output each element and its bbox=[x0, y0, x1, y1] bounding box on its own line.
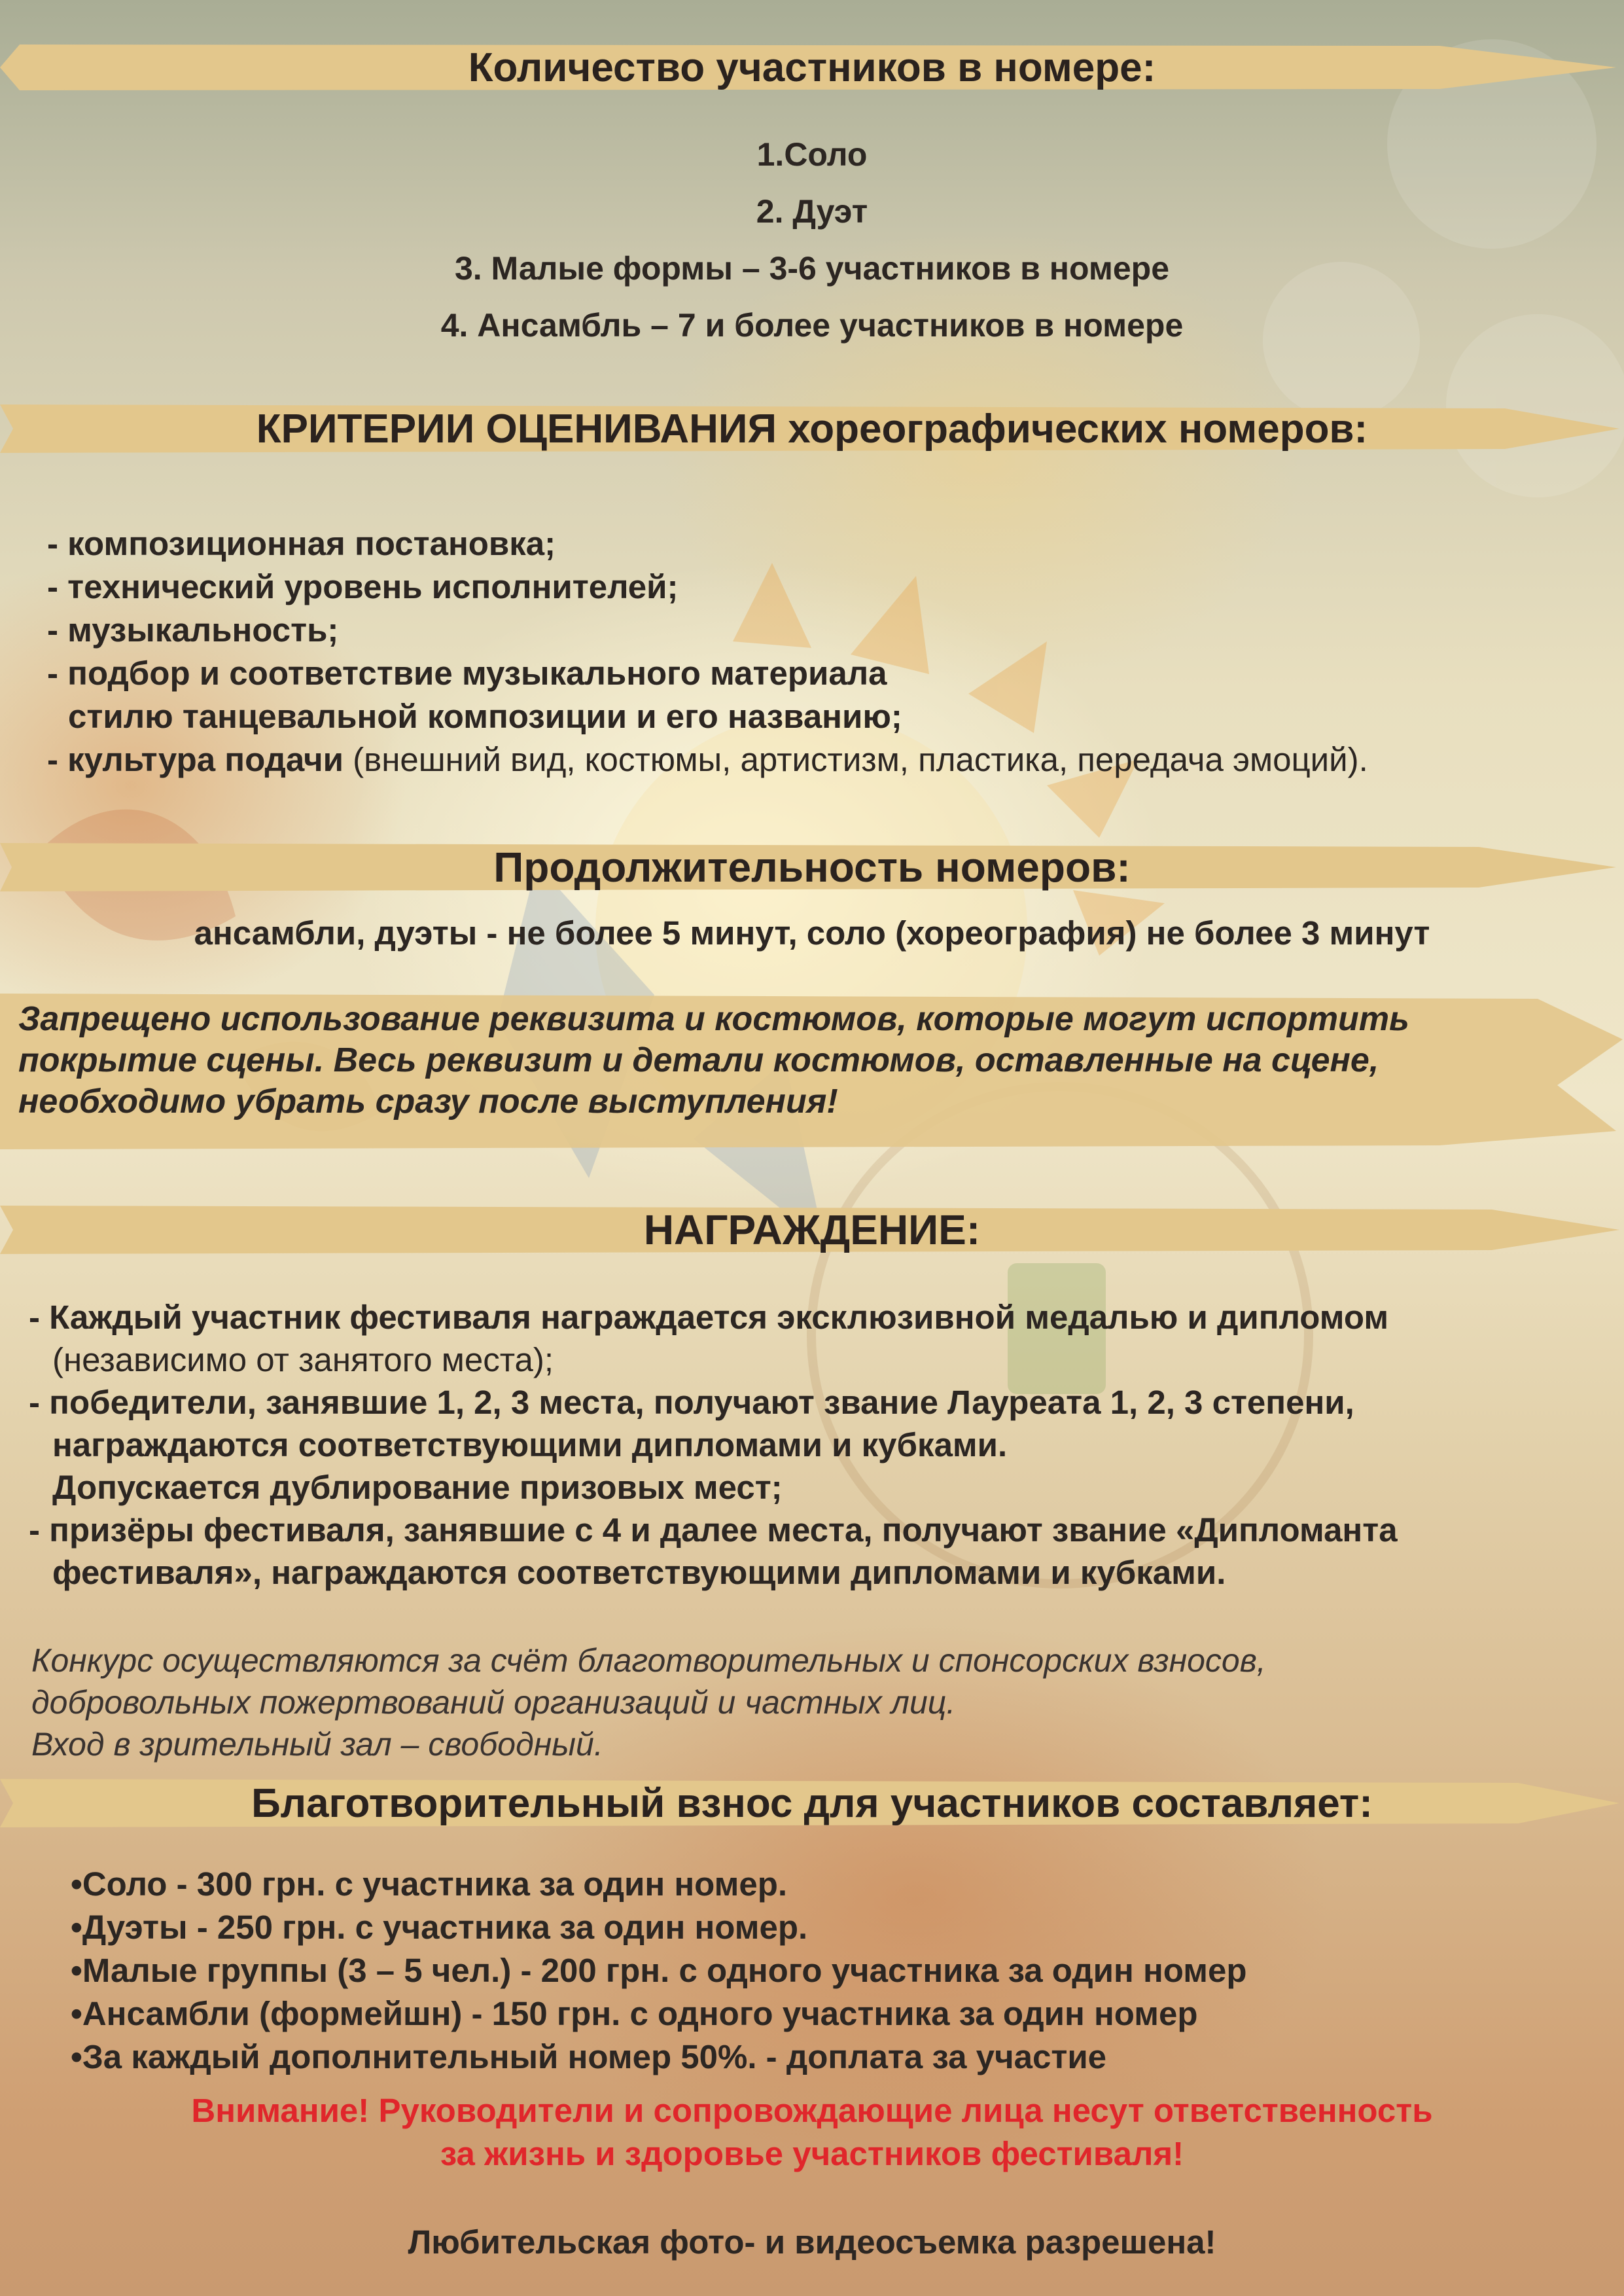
list-item: 3. Малые формы – 3-6 участников в номере bbox=[454, 250, 1170, 287]
warning-line: Запрещено использование реквизита и костюмов, которые могут испортить bbox=[18, 1000, 1409, 1038]
warning-text bbox=[18, 999, 1602, 1122]
list-item: •Соло - 300 грн. с участника за один номер. bbox=[71, 1865, 788, 1903]
duration-text: ансамбли, дуэты - не более 5 минут, соло (хореография) не более 3 минут bbox=[194, 914, 1430, 952]
awards-banner bbox=[0, 1202, 1624, 1258]
list-item: 1.Соло bbox=[756, 136, 868, 173]
list-item bbox=[47, 738, 1604, 781]
awards-title: НАГРАЖДЕНИЕ: bbox=[643, 1206, 981, 1253]
list-item: •Малые группы (3 – 5 чел.) - 200 грн. с одного участника за один номер bbox=[71, 1952, 1247, 1989]
warning-line: покрытие сцены. Весь реквизит и детали костюмов, оставленные на сцене, bbox=[18, 1041, 1379, 1079]
list-item: - победители, занявшие 1, 2, 3 места, получают звание Лауреата 1, 2, 3 степени, bbox=[29, 1384, 1354, 1421]
list-item: - композиционная постановка; bbox=[47, 525, 556, 562]
duration-title: Продолжительность номеров: bbox=[493, 844, 1131, 891]
list-item: - призёры фестиваля, занявшие с 4 и далее места, получают звание «Дипломанта bbox=[29, 1511, 1398, 1549]
list-item: •Ансамбли (формейшн) - 150 грн. с одного участника за один номер bbox=[71, 1995, 1198, 2032]
responsibility-notice bbox=[0, 2089, 1624, 2176]
criteria-title: КРИТЕРИИ ОЦЕНИВАНИЯ хореографических номеров: bbox=[256, 406, 1368, 452]
list-item: стилю танцевальной композиции и его названию; bbox=[68, 698, 902, 735]
sponsor-line: Конкурс осуществляются за счёт благотворительных и спонсорских взносов, bbox=[31, 1642, 1266, 1679]
fees-title: Благотворительный взнос для участников составляет: bbox=[251, 1780, 1373, 1826]
list-item: •Дуэты - 250 грн. с участника за один номер. bbox=[71, 1909, 808, 1946]
criteria-list bbox=[47, 522, 1604, 781]
sponsor-line: Вход в зрительный зал – свободный. bbox=[31, 1726, 603, 1763]
criteria-banner bbox=[0, 401, 1624, 457]
sponsor-line: добровольных пожертвований организаций и частных лиц. bbox=[31, 1684, 956, 1721]
participants-title: Количество участников в номере: bbox=[468, 45, 1156, 90]
fees-banner bbox=[0, 1775, 1624, 1831]
list-item: - Каждый участник фестиваля награждается эксклюзивной медалью и дипломом bbox=[29, 1299, 1389, 1336]
criteria-item-detail: (внешний вид, костюмы, артистизм, пластика, передача эмоций). bbox=[343, 741, 1368, 778]
list-item-note: (независимо от занятого места); bbox=[52, 1341, 554, 1378]
participants-list bbox=[0, 126, 1624, 354]
photo-permission-text: Любительская фото- и видеосъемка разрешена! bbox=[408, 2223, 1216, 2261]
list-item: - технический уровень исполнителей; bbox=[47, 568, 679, 605]
warning-block bbox=[0, 994, 1624, 1149]
notice-line: Внимание! Руководители и сопровождающие лица несут ответственность bbox=[191, 2092, 1433, 2129]
list-item: 2. Дуэт bbox=[756, 193, 868, 230]
sponsor-note bbox=[31, 1640, 1589, 1765]
fees-list bbox=[71, 1863, 1576, 2079]
list-item: •За каждый дополнительный номер 50%. - доплата за участие bbox=[71, 2038, 1107, 2075]
warning-line: необходимо убрать сразу после выступления! bbox=[18, 1083, 838, 1121]
list-item: награждаются соответствующими дипломами и кубками. bbox=[52, 1426, 1008, 1463]
list-item: - подбор и соответствие музыкального материала bbox=[47, 655, 887, 692]
duration-banner bbox=[0, 839, 1624, 895]
list-item: фестиваля», награждаются соответствующими дипломами и кубками. bbox=[52, 1554, 1226, 1591]
criteria-item-bold: - культура подачи bbox=[47, 741, 344, 778]
notice-line: за жизнь и здоровье участников фестиваля! bbox=[440, 2135, 1184, 2172]
list-item: - музыкальность; bbox=[47, 611, 339, 649]
participants-banner bbox=[0, 39, 1624, 96]
awards-list bbox=[29, 1296, 1612, 1594]
list-item: 4. Ансамбль – 7 и более участников в номере bbox=[440, 307, 1184, 344]
list-item: Допускается дублирование призовых мест; bbox=[52, 1469, 783, 1506]
